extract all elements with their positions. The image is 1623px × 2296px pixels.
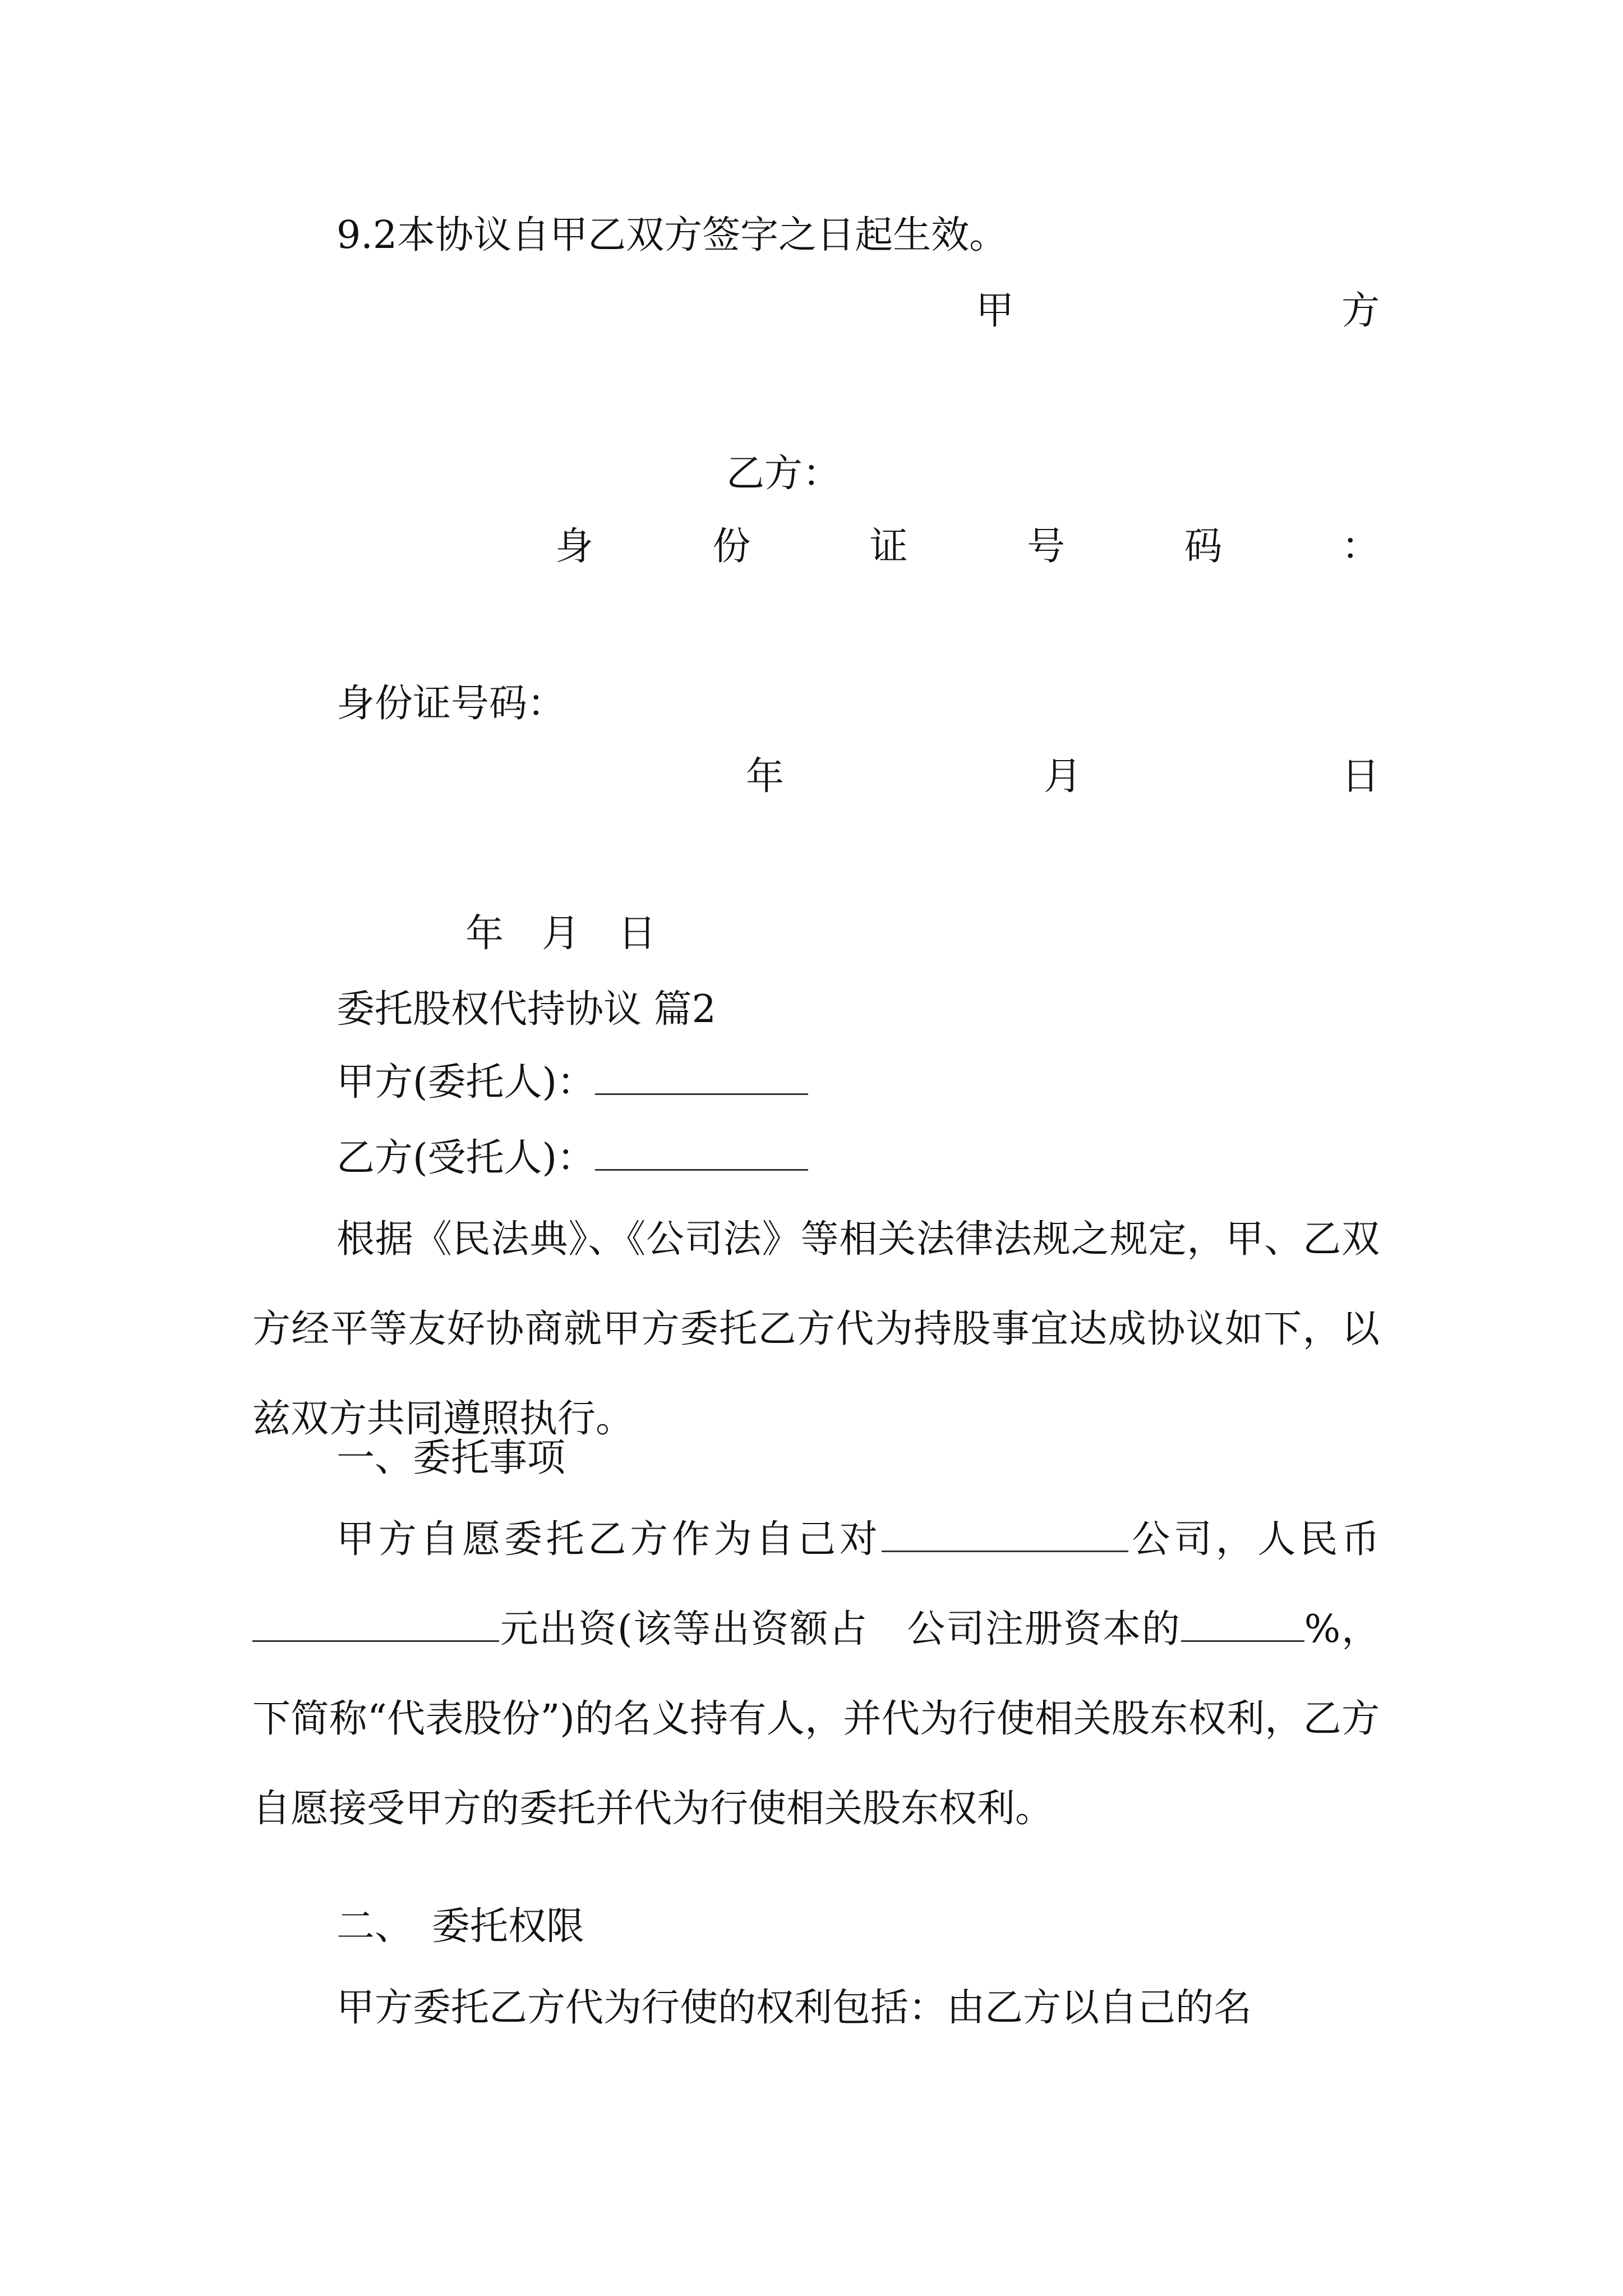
id-char-2: 份 [712,524,751,569]
section-title: 委托股权代持协议 篇2 [336,987,716,1032]
intro-paragraph: 根据《民法典》、《公司法》等相关法律法规之规定，甲、乙双方经平等友好协商就甲方委托乙方代为持股事宜达成协议如下，以兹双方共同遵照执行。 [252,1217,1380,1441]
party-a-char-1: 甲 [976,289,1015,333]
section-2-heading: 二、 委托权限 [336,1904,585,1949]
id-char-1: 身 [555,524,594,569]
party-a-signature-line [976,286,1380,337]
principal-line [336,1057,1380,1108]
sec1-text-c: 元出资(该等出资额占 公司注册资本的 [499,1607,1181,1651]
amount-blank [252,1605,499,1642]
percent-blank [1181,1605,1304,1642]
date-compact: 年 月 日 [465,912,657,956]
party-a-char-2: 方 [1341,289,1380,333]
section-2-paragraph: 甲方委托乙方代为行使的权利包括：由乙方以自己的名 [336,1986,1252,2030]
date-spread [746,752,1380,802]
id-number-label: 身份证号码： [336,682,566,726]
clause-9-2: 9.2本协议自甲乙双方签字之日起生效。 [336,213,1008,257]
company-blank [882,1516,1128,1552]
id-char-4: 号 [1027,524,1066,569]
sec1-text-d: %，下简称“代表股份”)的名义持有人，并代为行使相关股东权利，乙方自愿接受甲方的委托并代为行使相关股东权利。 [252,1607,1380,1831]
id-number-spread [555,522,1380,572]
sec1-text-a: 甲方自愿委托乙方作为自己对 [336,1517,882,1562]
date-month: 月 [1043,754,1082,799]
agent-blank [595,1134,808,1171]
section-1-heading: 一、委托事项 [336,1436,566,1480]
date-year: 年 [746,754,785,799]
principal-label: 甲方(委托人)： [336,1060,596,1105]
date-day: 日 [1341,754,1380,799]
id-char-6: ： [1341,524,1380,569]
party-b-label: 乙方： [726,452,841,496]
agent-line [336,1133,1380,1184]
id-char-3: 证 [869,524,908,569]
agent-label: 乙方(受托人)： [336,1136,596,1180]
id-char-5: 码 [1184,524,1223,569]
section-1-paragraph [252,1495,1380,1854]
principal-blank [595,1059,808,1095]
sec1-text-b: 公司，人民币 [1128,1517,1380,1562]
